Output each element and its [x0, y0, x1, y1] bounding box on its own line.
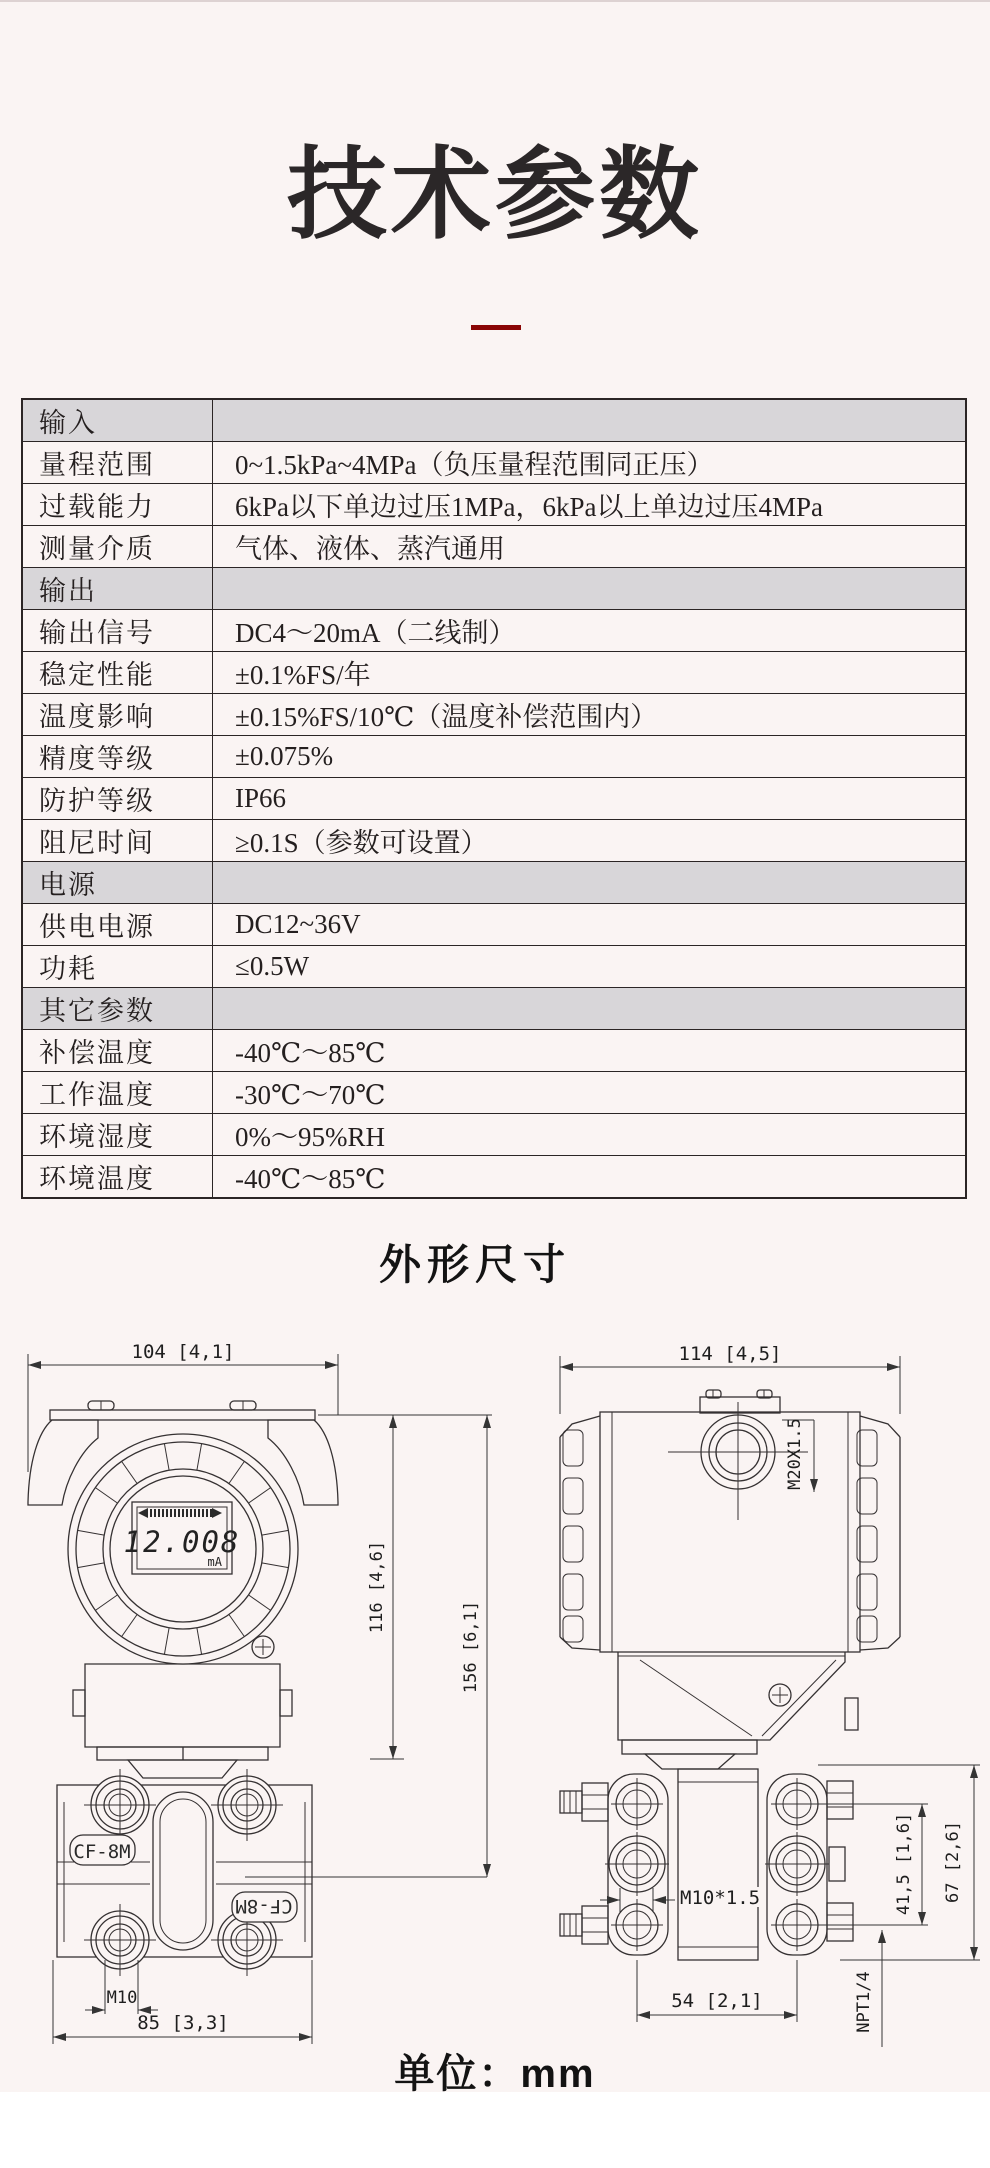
- param-value: 0%～95%RH: [213, 1114, 967, 1156]
- side-bolt-spacing-dim-label: 41,5 [1,6]: [894, 1812, 914, 1916]
- param-value: -40℃～85℃: [213, 1030, 967, 1072]
- param-value: 气体、液体、蒸汽通用: [213, 526, 967, 568]
- flange-material-right-label: CF-8M: [235, 1895, 293, 1917]
- spec-table: [21, 398, 967, 1199]
- table-row: [22, 904, 966, 946]
- front-view-drawing: [28, 1341, 492, 2044]
- table-row: [22, 610, 966, 652]
- table-row: [22, 1156, 966, 1199]
- param-label: 功耗: [22, 946, 213, 988]
- dimension-drawings: [0, 1302, 990, 2062]
- process-port-label: NPT1/4: [854, 1971, 874, 2033]
- side-bolt-thread-label: M10*1.5: [680, 1887, 761, 1909]
- param-value: DC12~36V: [213, 904, 967, 946]
- param-value: ±0.075%: [213, 736, 967, 778]
- section-label: 电源: [22, 862, 213, 904]
- table-row: [22, 526, 966, 568]
- param-label: 温度影响: [22, 694, 213, 736]
- front-bottom-dim-label: 85 [3,3]: [137, 2012, 229, 2034]
- page-title: 技术参数: [287, 139, 703, 251]
- param-label: 补偿温度: [22, 1030, 213, 1072]
- table-row: [22, 820, 966, 862]
- front-width-dim-label: 104 [4,1]: [131, 1341, 235, 1363]
- param-value: -30℃～70℃: [213, 1072, 967, 1114]
- param-label: 输出信号: [22, 610, 213, 652]
- param-label: 阻尼时间: [22, 820, 213, 862]
- table-section-row: [22, 988, 966, 1030]
- side-flange-bolts: [605, 1778, 829, 1951]
- unit-note: 单位：mm: [394, 2052, 596, 2096]
- param-label: 供电电源: [22, 904, 213, 946]
- right-ribs: [857, 1416, 900, 1650]
- table-row: [22, 1072, 966, 1114]
- param-value: 0~1.5kPa~4MPa（负压量程范围同正压）: [213, 442, 967, 484]
- table-section-row: [22, 568, 966, 610]
- param-value: -40℃～85℃: [213, 1156, 967, 1199]
- table-row: [22, 778, 966, 820]
- param-label: 稳定性能: [22, 652, 213, 694]
- param-label: 防护等级: [22, 778, 213, 820]
- param-label: 测量介质: [22, 526, 213, 568]
- flange-material-left-label: CF-8M: [73, 1841, 131, 1863]
- param-value: 6kPa以下单边过压1MPa，6kPa以上单边过压4MPa: [213, 484, 967, 526]
- lcd-unit: mA: [207, 1555, 222, 1569]
- table-section-row: [22, 862, 966, 904]
- dimensions-title: 外形尺寸: [378, 1241, 571, 1288]
- param-value: ±0.1%FS/年: [213, 652, 967, 694]
- table-row: [22, 694, 966, 736]
- param-label: 精度等级: [22, 736, 213, 778]
- side-view-drawing: [560, 1343, 980, 2047]
- front-height-total-dim-label: 156 [6,1]: [461, 1600, 481, 1694]
- table-row: [22, 1030, 966, 1072]
- table-row: [22, 1114, 966, 1156]
- param-value: ≤0.5W: [213, 946, 967, 988]
- section-label: 其它参数: [22, 988, 213, 1030]
- section-label: 输入: [22, 399, 213, 442]
- front-bolt-dim-label: M10: [106, 1988, 138, 2008]
- side-bottom-dim-label: 54 [2,1]: [671, 1990, 763, 2012]
- param-label: 工作温度: [22, 1072, 213, 1114]
- front-height-mid-dim-label: 116 [4,6]: [367, 1540, 387, 1634]
- table-section-row: [22, 399, 966, 442]
- param-value: IP66: [213, 778, 967, 820]
- side-width-dim-label: 114 [4,5]: [678, 1343, 782, 1365]
- param-label: 量程范围: [22, 442, 213, 484]
- table-row: [22, 442, 966, 484]
- left-ribs: [560, 1416, 600, 1650]
- param-value: ±0.15%FS/10℃（温度补偿范围内）: [213, 694, 967, 736]
- table-row: [22, 736, 966, 778]
- conduit-thread-label: M20X1.5: [785, 1418, 805, 1490]
- table-row: [22, 652, 966, 694]
- side-height-dim-label: 67 [2,6]: [943, 1821, 963, 1903]
- lcd-value: 12.008: [123, 1525, 241, 1559]
- title-divider-dash: [471, 325, 521, 330]
- table-row: [22, 946, 966, 988]
- table-row: [22, 484, 966, 526]
- param-label: 过载能力: [22, 484, 213, 526]
- param-label: 环境温度: [22, 1156, 213, 1199]
- param-value: ≥0.1S（参数可设置）: [213, 820, 967, 862]
- section-label: 输出: [22, 568, 213, 610]
- param-value: DC4～20mA（二线制）: [213, 610, 967, 652]
- param-label: 环境湿度: [22, 1114, 213, 1156]
